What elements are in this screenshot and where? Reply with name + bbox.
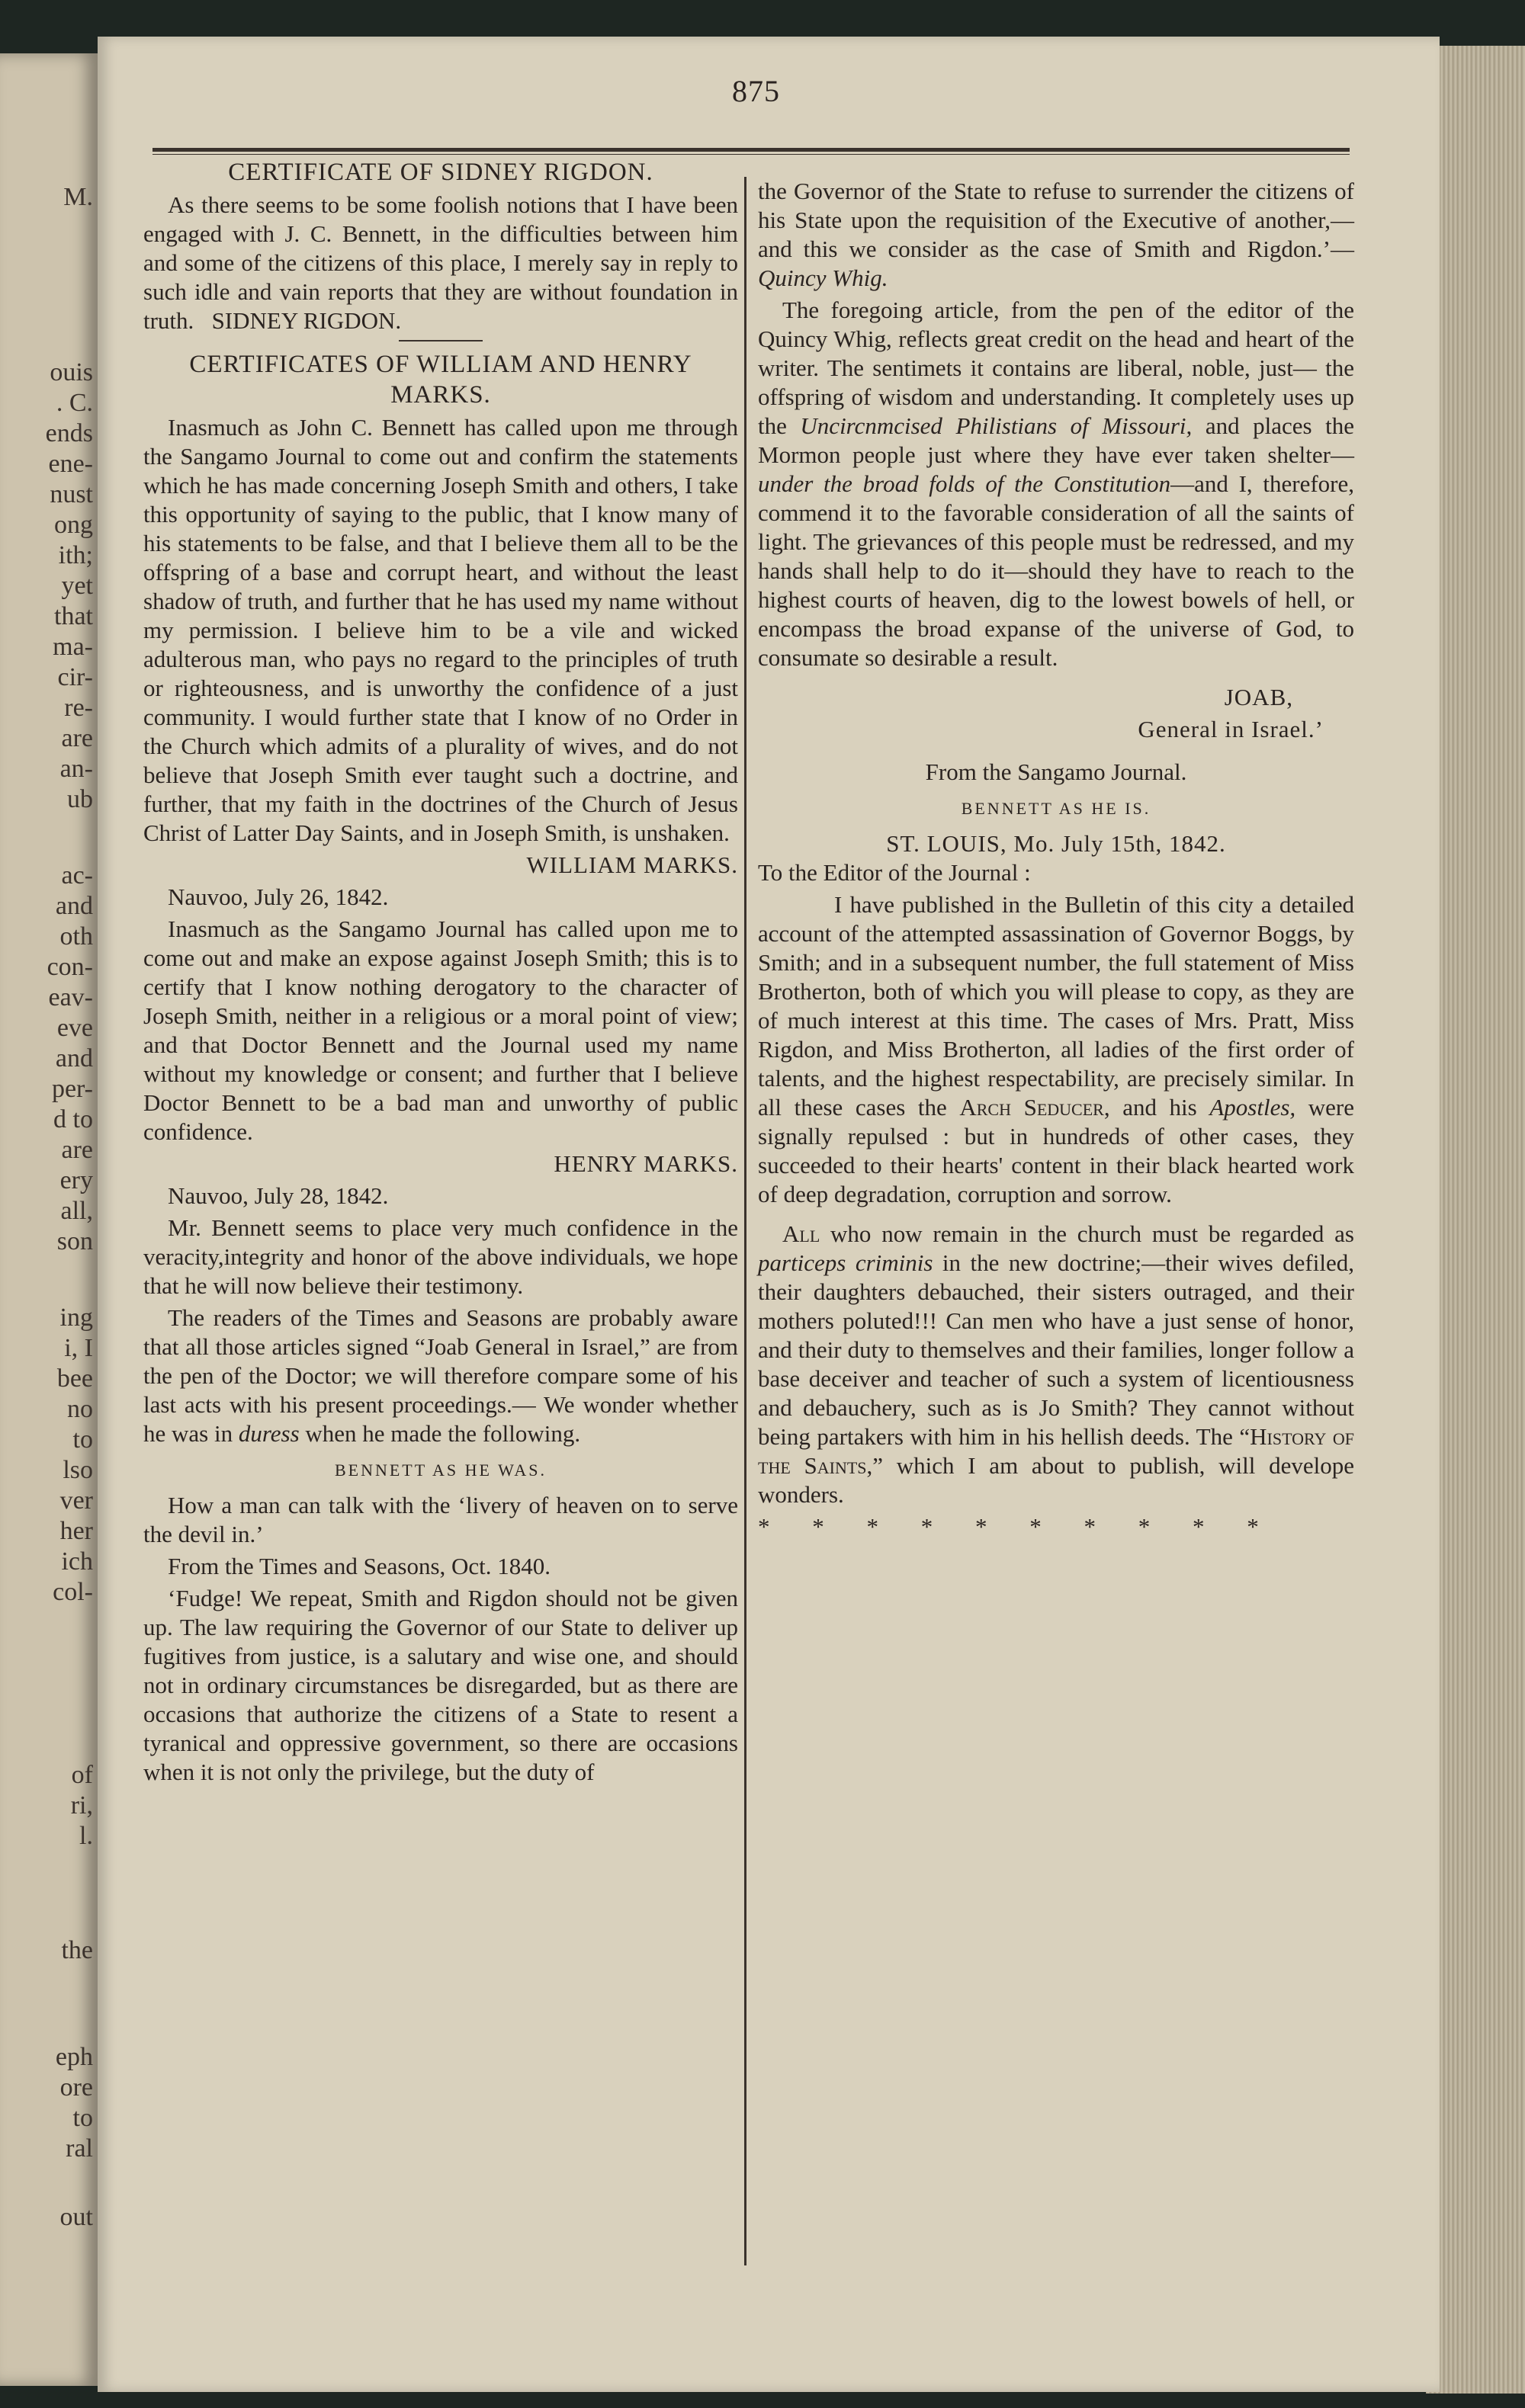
facing-page-fragment: ma-: [53, 633, 93, 661]
header-rule: [152, 148, 1350, 152]
closing-stars: * * * * * * * * * *: [758, 1513, 1277, 1540]
facing-page-fragment: ends: [45, 419, 93, 447]
facing-page-fragment: ich: [61, 1547, 93, 1576]
facing-page-fragment: ac-: [61, 861, 93, 890]
times-date: From the Times and Seasons, Oct. 1840.: [168, 1553, 551, 1579]
facing-page: [0, 53, 98, 2386]
facing-page-fragment: ong: [54, 511, 93, 539]
facing-page-fragment: to: [72, 2104, 93, 2132]
facing-page-fragment: out: [59, 2203, 93, 2231]
facing-page-fragment: all,: [60, 1197, 93, 1225]
joab-title: General in Israel.’: [1138, 716, 1324, 742]
facing-page-fragment: lso: [63, 1456, 93, 1484]
facing-page-fragment: ver: [59, 1486, 93, 1515]
column-divider: [744, 177, 746, 2265]
henry-date: Nauvoo, July 28, 1842.: [168, 1182, 389, 1209]
facing-page-fragment: ith;: [58, 541, 93, 569]
facing-page-fragment: ral: [66, 2134, 93, 2163]
facing-page-fragment: ene-: [48, 450, 93, 478]
livery-quote: How a man can talk with the ‘livery of heaven on to serve the devil in.’: [143, 1492, 738, 1547]
to-editor: To the Editor of the Journal :: [758, 859, 1031, 886]
facing-page-fragment: ing: [59, 1303, 93, 1332]
fudge-quote: ‘Fudge! We repeat, Smith and Rigdon should not be given up. The law requiring the Governor of our State to deliver up fugitives from justice, is a salutary and wise one, and should not in ordinary circumstances be disregarded, but as there are occasions that authorize the citizens of a State to resent a tyranical and oppressive government, so there are occasions when it is not only the privilege, but the duty of: [143, 1585, 738, 1785]
is-heading: BENNETT AS HE IS.: [961, 799, 1151, 818]
facing-page-fragment: per-: [51, 1075, 93, 1103]
facing-page-fragment: . C.: [56, 389, 93, 417]
letter-paragraph-1: I have published in the Bulletin of this city a detailed account of the attempted assassination of Governor Boggs, by Smith; and in a subsequent number, the full statement of Miss Brotherton, both of which you will please to copy, as they are of much interest at this time. The cases of Mrs. Pratt, Miss Rigdon, and Miss Brotherton, all ladies of the first order of talents, and the highest respectability, are precisely similar. In all these cases the Arch Seducer, and his Apostles, were signally repulsed : but in hundreds of other cases, they succeeded to their hearts' content in their black hearted work of deep degradation, corruption and sorrow.: [758, 891, 1354, 1207]
stlouis-dateline: ST. LOUIS, Mo. July 15th, 1842.: [886, 830, 1226, 857]
henry-signature: HENRY MARKS.: [554, 1150, 738, 1177]
facing-page-fragment: d to: [53, 1105, 93, 1133]
facing-page-fragment: no: [67, 1395, 93, 1423]
facing-page-fragment: nust: [50, 480, 93, 508]
facing-page-fragment: ri,: [70, 1791, 93, 1820]
william-date: Nauvoo, July 26, 1842.: [168, 883, 389, 910]
facing-page-fragment: the: [61, 1936, 93, 1964]
facing-page-fragment: bee: [56, 1364, 93, 1393]
facing-page-fragment: con-: [47, 953, 93, 981]
comment-2: The readers of the Times and Seasons are probably aware that all those articles signed “Joab General in Israel,” are from the pen of the Doctor; we will therefore compare some of his last acts with his present proceedings.— We wonder whether he was in duress when he made the following.: [143, 1304, 738, 1447]
foregoing-paragraph: The foregoing article, from the pen of the editor of the Quincy Whig, reflects great credit on the head and heart of the writer. The sentimets it contains are liberal, noble, just— the offspring of wisdom and understanding. It completely uses up the Uncircnmcised Philistians of Missouri, and places the Mormon people just where they have ever taken shelter—under the broad folds of the Constitution—and I, therefore, commend it to the favorable consideration of all the saints of light. The grievances of this people must be redressed, and my hands shall help to do it—should they have to reach to the highest courts of heaven, dig to the lowest bowels of hell, or encompass the broad expanse of the universe of God, to consumate so desirable a result.: [758, 297, 1355, 671]
left-column: [143, 152, 738, 1790]
facing-page-fragment: eav-: [48, 983, 93, 1012]
facing-page-fragment: ub: [67, 785, 93, 813]
page-number: 875: [732, 74, 780, 108]
facing-page-fragment: M.: [63, 183, 93, 211]
facing-page-fragment: i, I: [64, 1334, 93, 1362]
was-heading: BENNETT AS HE WAS.: [334, 1461, 547, 1480]
joab-signature: JOAB,: [1224, 684, 1293, 710]
facing-page-fragment: of: [71, 1761, 93, 1789]
rigdon-signature: SIDNEY RIGDON.: [211, 307, 402, 334]
facing-page-fragment: ore: [59, 2073, 93, 2102]
letter-paragraph-2: All who now remain in the church must be regarded as particeps criminis in the new doctrine;—their wives defiled, their daughters debauched, their sisters outraged, and their mothers poluted!!! Can men who have a just sense of honor, and their duty to themselves and their families, longer follow a base deceiver and teacher of such a system of licentiousness and debauchery, such as is Jo Smith? They cannot without being partakers with him in his hellish deeds. The “History of the Saints,” which I am about to publish, will develope wonders.: [758, 1220, 1354, 1508]
sangamo-source: From the Sangamo Journal.: [925, 758, 1187, 785]
facing-page-fragment: yet: [61, 572, 93, 600]
facing-page-fragment: that: [54, 602, 93, 630]
facing-page-fragment: are: [61, 724, 93, 752]
facing-page-fragment: re-: [64, 694, 93, 722]
quincy-continuation: the Governor of the State to refuse to surrender the citizens of his State upon the requisition of the Executive of another,—and this we consider as the case of Smith and Rigdon.’—Quincy Whig.: [758, 178, 1354, 291]
rigdon-title: CERTIFICATE OF SIDNEY RIGDON.: [228, 159, 653, 186]
rigdon-body: As there seems to be some foolish notions that I have been engaged with J. C. Bennett, in the difficulties between him and some of the citizens of this place, I merely say in reply to such idle and vain reports that they are without foundation in truth. SIDNEY RIGDON.: [143, 191, 738, 334]
facing-page-fragment: ery: [59, 1166, 93, 1194]
facing-page-fragment: an-: [59, 755, 93, 783]
facing-page-fragment: ouis: [50, 358, 93, 386]
facing-page-fragment: to: [72, 1425, 93, 1454]
facing-page-fragment: oth: [59, 922, 93, 951]
book-edge: [1426, 46, 1525, 2394]
facing-page-fragment: cir-: [57, 663, 93, 691]
william-body: Inasmuch as John C. Bennett has called upon me through the Sangamo Journal to come out and confirm the statements which he has made concerning Joseph Smith and others, I take this opportunity of saying to the public, that I know many of his statements to be false, and that I believe them all to be the offspring of a base and corrupt heart, and without the least shadow of truth, and further that he has used my name without my permission. I believe him to be a vile and wicked adulterous man, who pays no regard to the principles of truth or righteousness, and is unworthy the confidence of a just community. I would further state that I know of no Order in the Church which admits of a plurality of wives, and do not believe that Joseph Smith ever taught such a doctrine, and further, that my faith in the doctrines of the Church of Jesus Christ of Latter Day Saints, and in Joseph Smith, is unshaken.: [143, 414, 738, 846]
right-column: [758, 177, 1354, 1541]
facing-page-fragment: and: [55, 1044, 93, 1073]
comment-1: Mr. Bennett seems to place very much confidence in the veracity,integrity and honor of the above individuals, we hope that he will now believe their testimony.: [143, 1214, 738, 1299]
marks-title: CERTIFICATES OF WILLIAM AND HENRY MARKS.: [189, 351, 692, 409]
facing-page-fragment: son: [56, 1227, 93, 1255]
facing-page-fragment: col-: [53, 1578, 93, 1606]
facing-page-fragment: eph: [55, 2043, 93, 2071]
facing-page-fragment: and: [55, 892, 93, 920]
william-signature: WILLIAM MARKS.: [526, 851, 738, 878]
facing-page-fragment: her: [59, 1517, 93, 1545]
facing-page-fragment: are: [61, 1136, 93, 1164]
facing-page-fragment: eve: [56, 1014, 93, 1042]
henry-body: Inasmuch as the Sangamo Journal has called upon me to come out and make an expose against Joseph Smith; this is to certify that I know nothing derogatory to the character of Joseph Smith, neither in a religious or a moral point of view; and that Doctor Bennett and the Journal used my name without my knowledge or consent; and further that I believe Doctor Bennett to be a bad man and unworthy of public confidence.: [143, 915, 738, 1145]
facing-page-fragment: l.: [79, 1822, 93, 1850]
section-rule: [399, 340, 483, 341]
